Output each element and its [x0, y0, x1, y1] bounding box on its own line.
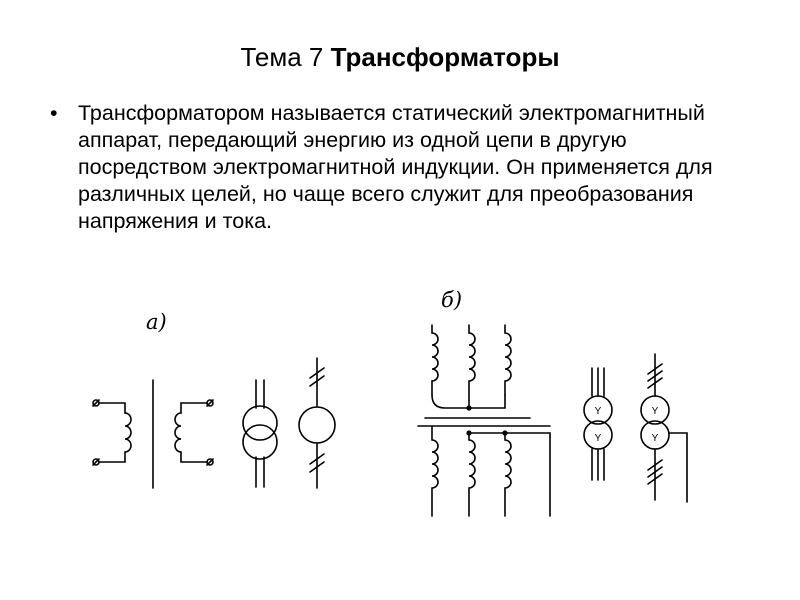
title-prefix: Тема 7 [240, 42, 324, 72]
junction-dot [503, 431, 507, 435]
transformer-symbol-single-line-y [641, 354, 687, 502]
junction-dot [467, 406, 471, 410]
wye-symbol: Y [594, 406, 602, 417]
bullet-text: Трансформатором называется статический электромагнитный аппарат, передающий энергию из одной цепи в другую посредством электромагнитной индукции. Он применяется для различных целей, но чаще всего служит для преобразования напряжения и тока. [78, 101, 713, 233]
wye-symbol: Y [651, 406, 659, 417]
wye-symbol: Y [594, 433, 602, 444]
title-main: Трансформаторы [330, 42, 560, 72]
diagram-b [418, 325, 687, 516]
label-a: а) [146, 310, 167, 334]
wye-symbol: Y [651, 433, 659, 444]
junction-dot [467, 431, 471, 435]
upper-windings [432, 325, 511, 410]
transformer-symbol-single-line [299, 358, 335, 488]
diagram-a [93, 358, 335, 488]
label-b: б) [441, 288, 463, 312]
bullet-icon: • [50, 101, 58, 125]
transformer-symbol-double-circle [243, 380, 277, 487]
transformer-symbol-three-line [584, 368, 612, 480]
lower-windings [432, 426, 550, 516]
two-winding-transformer [93, 380, 213, 488]
